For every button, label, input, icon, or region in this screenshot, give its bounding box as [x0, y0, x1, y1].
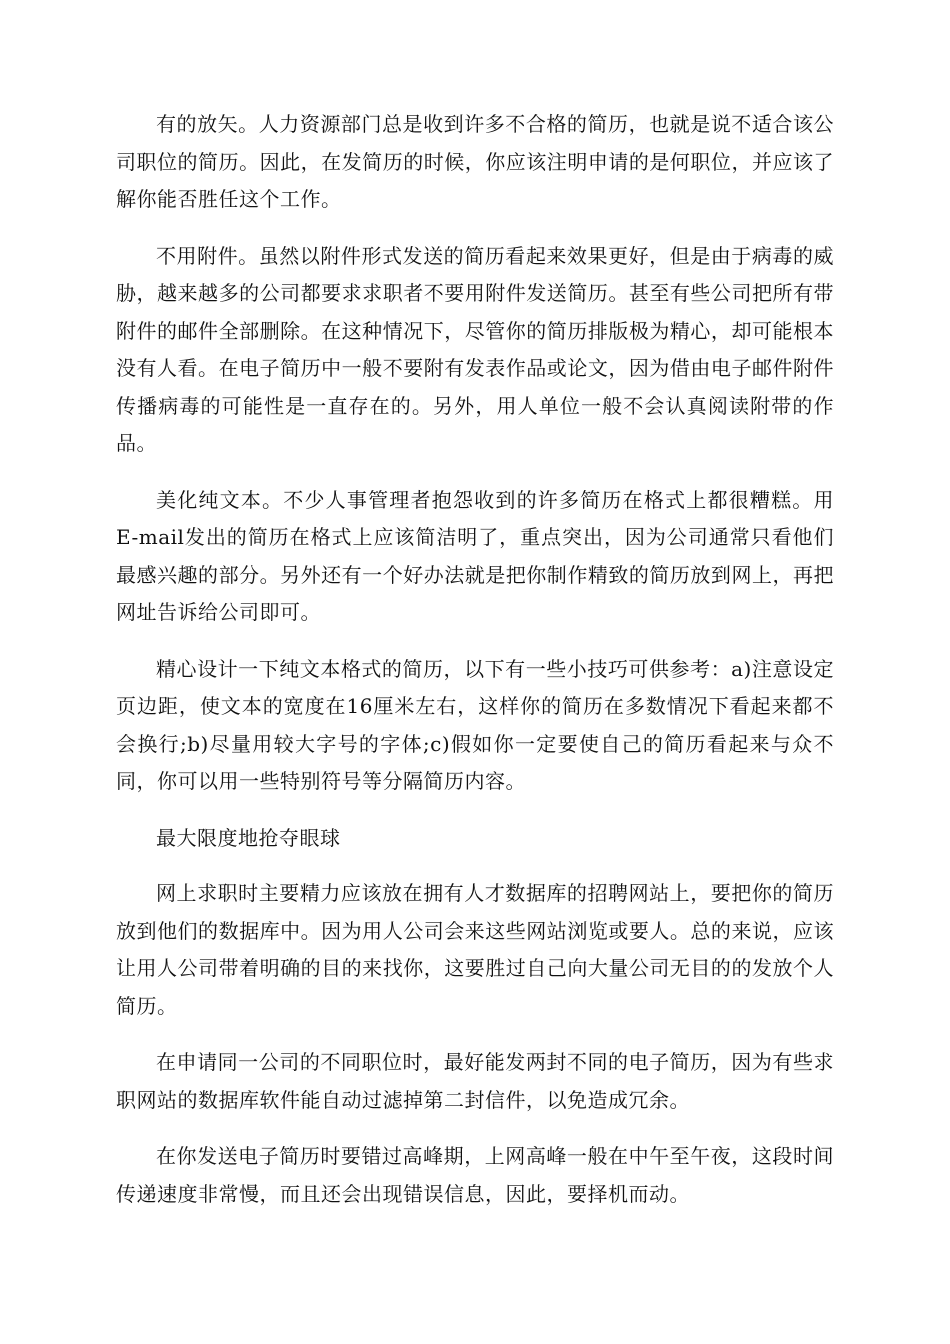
paragraph-timing: 在你发送电子简历时要错过高峰期，上网高峰一般在中午至午夜，这段时间传递速度非常慢，而且还会出现错误信息，因此，要择机而动。 — [116, 1144, 834, 1206]
document-body — [116, 106, 834, 1232]
paragraph-job-sites: 网上求职时主要精力应该放在拥有人才数据库的招聘网站上，要把你的简历放到他们的数据库中。因为用人公司会来这些网站浏览或要人。总的来说，应该让用人公司带着明确的目的来找你，这要胜过自己向大量公司无目的的发放个人简历。 — [116, 881, 834, 1018]
paragraph-plain-text: 美化纯文本。不少人事管理者抱怨收到的许多简历在格式上都很糟糕。用E-mail发出的简历在格式上应该简洁明了，重点突出，因为公司通常只看他们最感兴趣的部分。另外还有一个好办法就是把你制作精致的简历放到网上，再把网址告诉给公司即可。 — [116, 487, 834, 624]
paragraph-targeted: 有的放矢。人力资源部门总是收到许多不合格的简历，也就是说不适合该公司职位的简历。因此，在发简历的时候，你应该注明申请的是何职位，并应该了解你能否胜任这个工作。 — [116, 112, 834, 211]
paragraph-multiple-positions: 在申请同一公司的不同职位时，最好能发两封不同的电子简历，因为有些求职网站的数据库软件能自动过滤掉第二封信件，以免造成冗余。 — [116, 1050, 834, 1112]
paragraph-format-tips: 精心设计一下纯文本格式的简历，以下有一些小技巧可供参考：a)注意设定页边距，使文本的宽度在16厘米左右，这样你的简历在多数情况下看起来都不会换行;b)尽量用较大字号的字体;c)假如你一定要使自己的简历看起来与众不同，你可以用一些特别符号等分隔简历内容。 — [116, 656, 834, 793]
section-heading: 最大限度地抢夺眼球 — [156, 825, 341, 850]
paragraph-no-attachments: 不用附件。虽然以附件形式发送的简历看起来效果更好，但是由于病毒的威胁，越来越多的公司都要求求职者不要用附件发送简历。甚至有些公司把所有带附件的邮件全部删除。在这种情况下，尽管你的简历排版极为精心，却可能根本没有人看。在电子简历中一般不要附有发表作品或论文，因为借由电子邮件附件传播病毒的可能性是一直存在的。另外，用人单位一般不会认真阅读附带的作品。 — [116, 243, 834, 455]
